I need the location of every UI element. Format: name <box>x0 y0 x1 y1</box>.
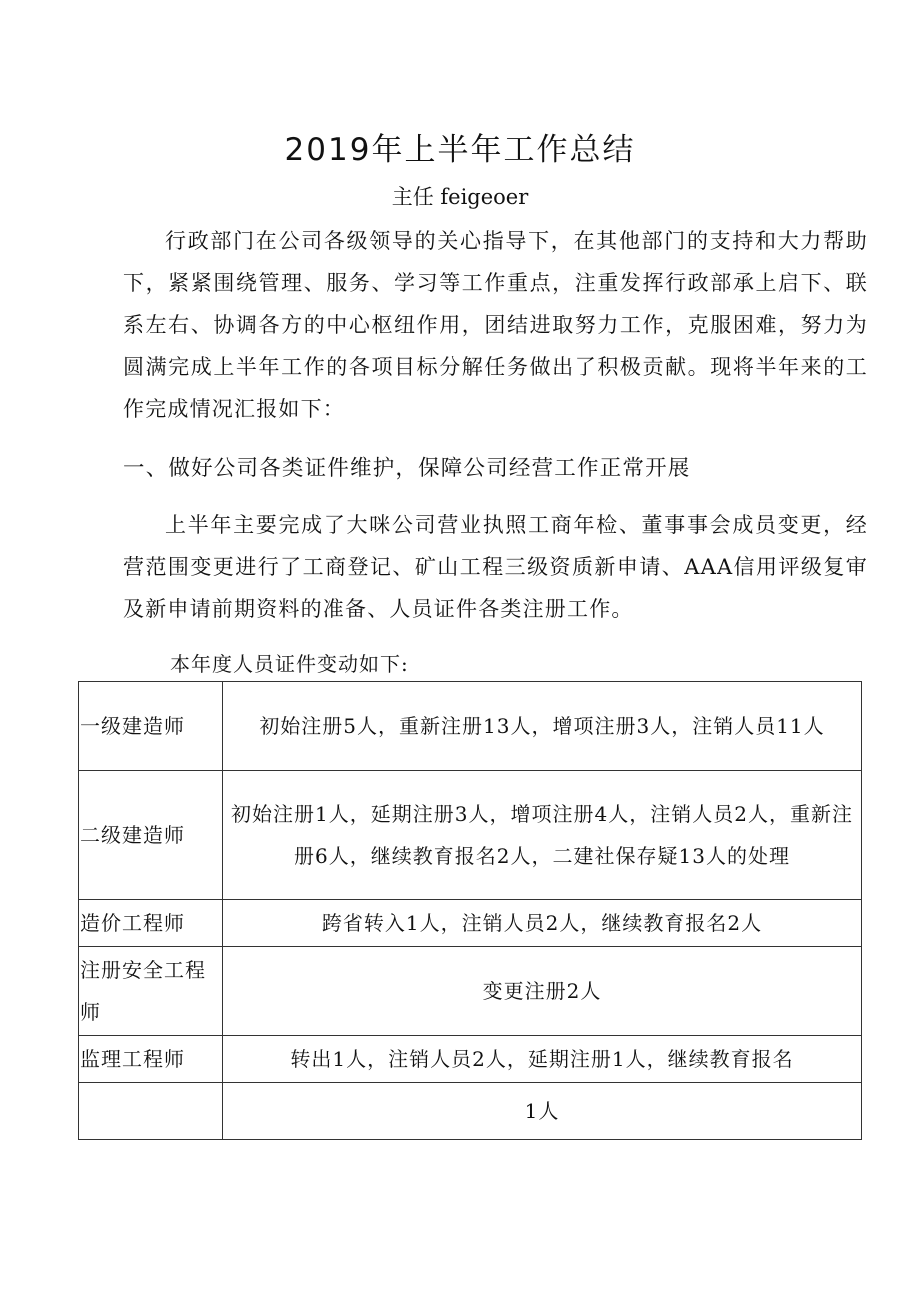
certificate-changes-table <box>78 681 862 1140</box>
table-row <box>79 1036 862 1083</box>
detail-cell: 初始注册5人，重新注册13人，增项注册3人，注销人员11人 <box>223 682 862 771</box>
role-cell: 造价工程师 <box>79 900 223 947</box>
detail-cell: 1人 <box>223 1083 862 1140</box>
section-1-heading: 一、做好公司各类证件维护，保障公司经营工作正常开展 <box>123 456 691 481</box>
role-cell: 一级建造师 <box>79 682 223 771</box>
role-cell: 二级建造师 <box>79 771 223 900</box>
author-line: 主任 feigeoer <box>391 185 529 209</box>
detail-cell: 跨省转入1人，注销人员2人，继续教育报名2人 <box>223 900 862 947</box>
role-cell <box>79 1083 223 1140</box>
table-row <box>79 771 862 900</box>
table-caption: 本年度人员证件变动如下: <box>170 652 409 676</box>
role-cell: 监理工程师 <box>79 1036 223 1083</box>
intro-paragraph: 行政部门在公司各级领导的关心指导下，在其他部门的支持和大力帮助下，紧紧围绕管理、服务、学习等工作重点，注重发挥行政部承上启下、联系左右、协调各方的中心枢纽作用，团结进取努力工作，克服困难，努力为圆满完成上半年工作的各项目标分解任务做出了积极贡献。现将半年来的工作完成情况汇报如下： <box>123 229 868 421</box>
table-row <box>79 1083 862 1140</box>
role-cell: 注册安全工程师 <box>79 947 223 1036</box>
table-row <box>79 682 862 771</box>
section-1-paragraph: 上半年主要完成了大咪公司营业执照工商年检、董事事会成员变更，经营范围变更进行了工商登记、矿山工程三级资质新申请、AAA信用评级复审及新申请前期资料的准备、人员证件各类注册工作。 <box>123 513 868 621</box>
detail-cell: 初始注册1人，延期注册3人，增项注册4人，注销人员2人，重新注册6人，继续教育报名2人，二建社保存疑13人的处理 <box>223 771 862 900</box>
table-row <box>79 947 862 1036</box>
document-title: 2019年上半年工作总结 <box>284 132 636 168</box>
detail-cell: 转出1人，注销人员2人，延期注册1人，继续教育报名 <box>223 1036 862 1083</box>
detail-cell: 变更注册2人 <box>223 947 862 1036</box>
table-row <box>79 900 862 947</box>
